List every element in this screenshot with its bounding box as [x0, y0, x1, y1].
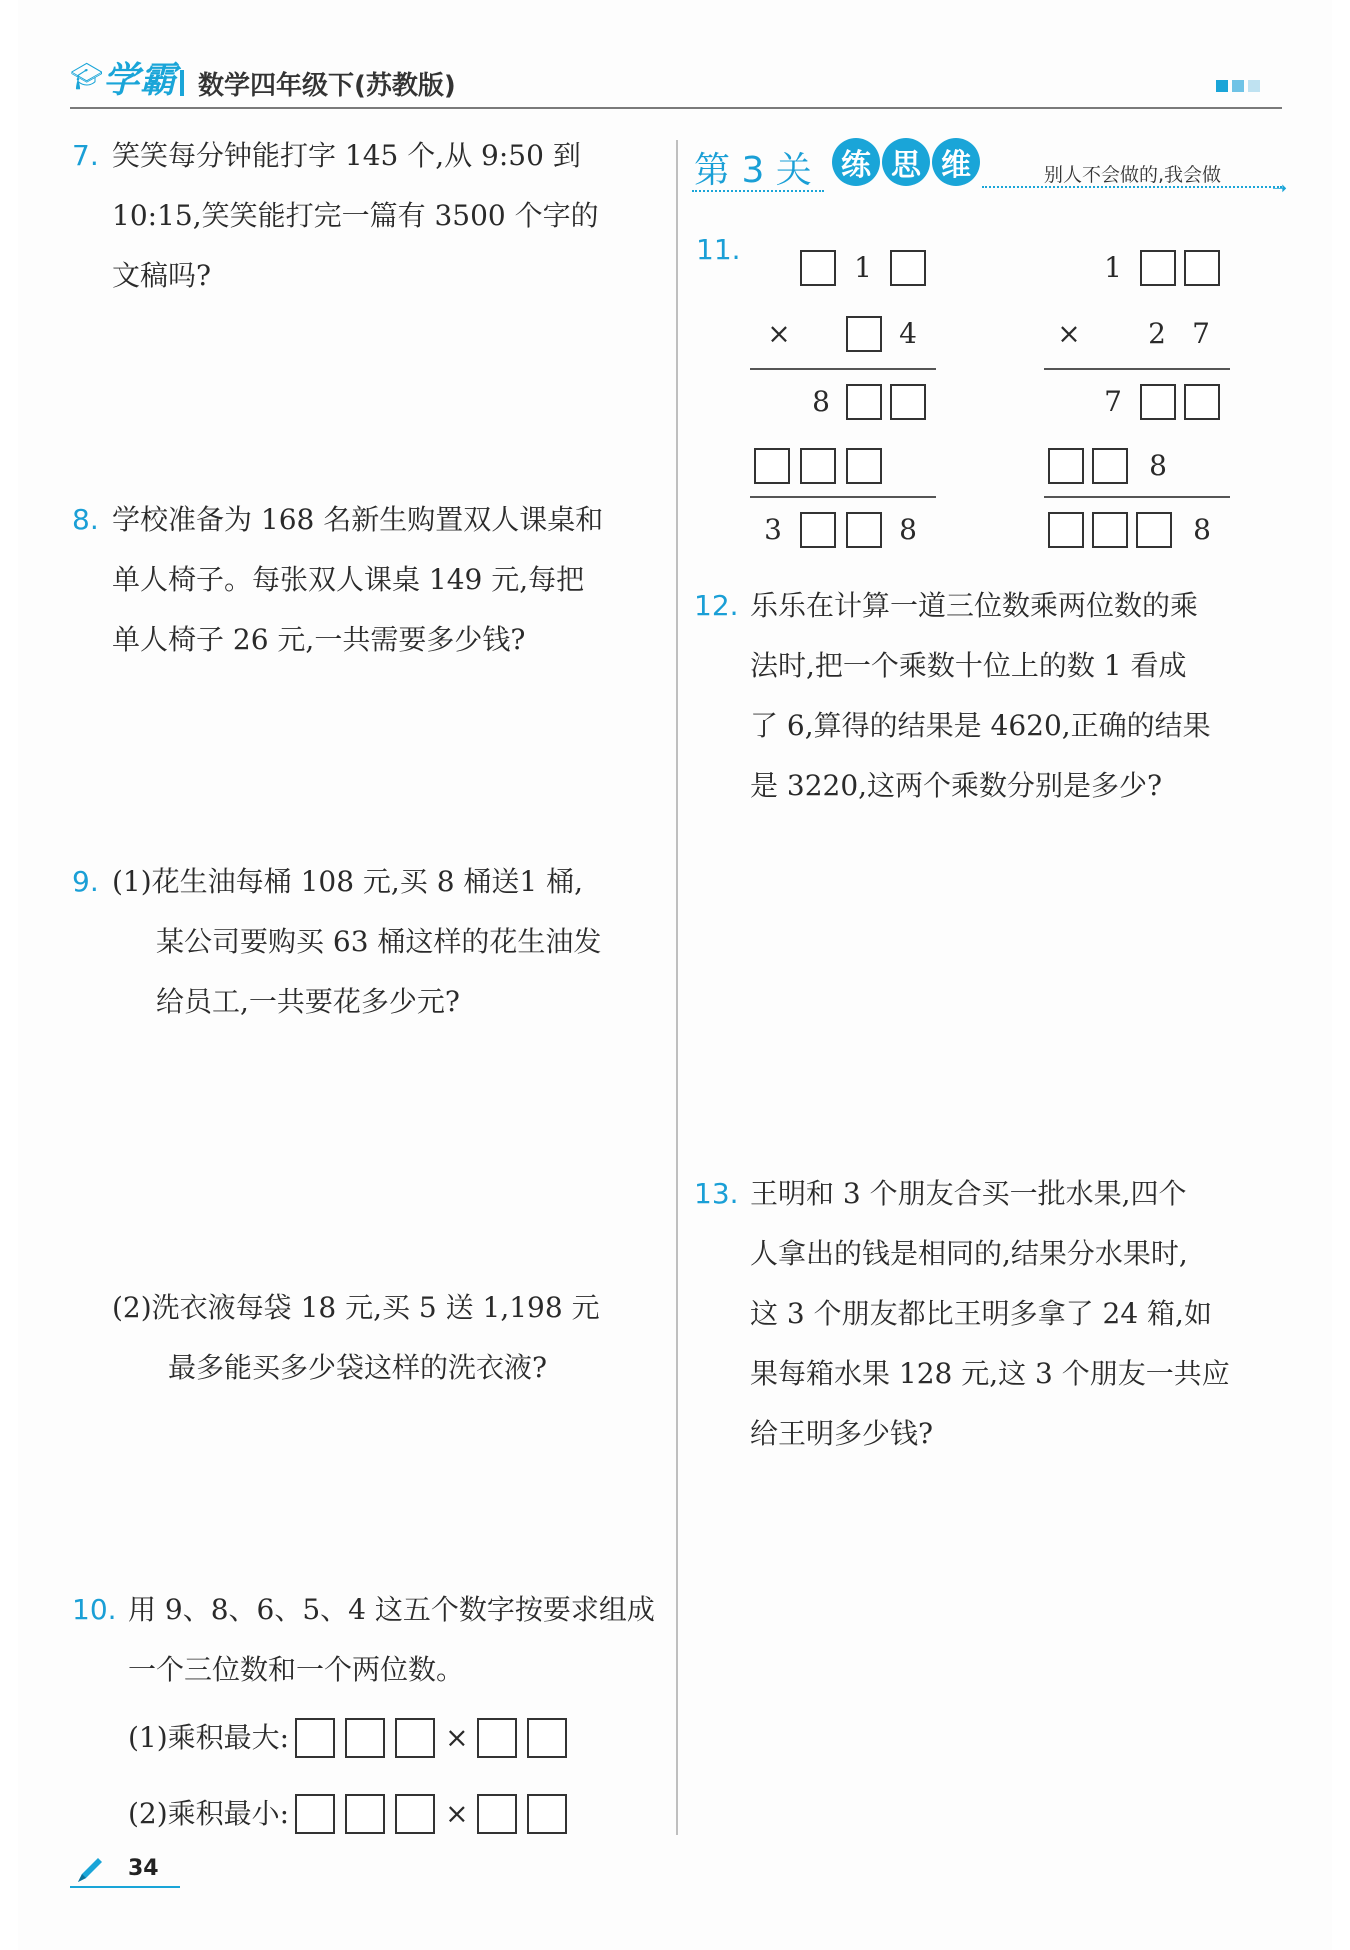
- question-12: [694, 576, 1290, 816]
- multiply-sign: ×: [767, 317, 791, 350]
- result-line: [1044, 496, 1230, 498]
- blank-digit-box[interactable]: [890, 384, 926, 420]
- question-text-line: 单人椅子 26 元,一共需要多少钱?: [112, 623, 526, 656]
- section-badges: [832, 138, 980, 186]
- question-number: 10.: [72, 1593, 117, 1626]
- blank-digit-box[interactable]: [1136, 512, 1172, 548]
- section-title: [692, 138, 1287, 198]
- blank-digit-box[interactable]: [800, 250, 836, 286]
- blank-digit-box[interactable]: [890, 250, 926, 286]
- question-number: 12.: [694, 589, 739, 622]
- question-text-line: 给员工,一共要花多少元?: [156, 985, 460, 1018]
- question-13: [694, 1164, 1290, 1464]
- blank-digit-box[interactable]: [800, 448, 836, 484]
- min-product-row: [128, 1792, 577, 1836]
- question-text-line: 果每箱水果 128 元,这 3 个朋友一共应: [750, 1357, 1230, 1390]
- question-text-line: 一个三位数和一个两位数。: [128, 1653, 465, 1686]
- question-text-line: 10:15,笑笑能打完一篇有 3500 个字的: [112, 199, 599, 232]
- question-text-line: 笑笑每分钟能打字 145 个,从 9:50 到: [112, 139, 581, 172]
- digit-box[interactable]: [295, 1794, 335, 1834]
- vertical-multiplication-left: [750, 250, 960, 550]
- digit-box[interactable]: [395, 1718, 435, 1758]
- arrow-icon: ➝: [1272, 178, 1288, 199]
- question-number: 8.: [72, 503, 99, 536]
- result-line: [1044, 368, 1230, 370]
- question-text-line: (2)洗衣液每袋 18 元,买 5 送 1,198 元: [112, 1291, 600, 1324]
- header-rule: [70, 107, 1282, 109]
- digit: 7: [1104, 385, 1122, 418]
- blank-digit-box[interactable]: [1140, 250, 1176, 286]
- blank-digit-box[interactable]: [1184, 250, 1220, 286]
- blank-digit-box[interactable]: [846, 316, 882, 352]
- blank-digit-box[interactable]: [800, 512, 836, 548]
- question-text-line: 文稿吗?: [112, 259, 212, 292]
- section-badge: 维: [932, 138, 980, 186]
- dotted-underline: [692, 190, 824, 192]
- blank-digit-box[interactable]: [1048, 448, 1084, 484]
- digit-box[interactable]: [477, 1718, 517, 1758]
- question-text-line: 给王明多少钱?: [750, 1417, 934, 1450]
- question-text-line: 学校准备为 168 名新生购置双人课桌和: [112, 503, 604, 536]
- min-product-label: (2)乘积最小:: [128, 1797, 290, 1830]
- question-text-line: 法时,把一个乘数十位上的数 1 看成: [750, 649, 1187, 682]
- question-7: [72, 126, 697, 306]
- vertical-multiplication-right: [1044, 250, 1254, 550]
- question-text-line: 是 3220,这两个乘数分别是多少?: [750, 769, 1163, 802]
- result-line: [750, 368, 936, 370]
- question-number: 11.: [696, 233, 741, 266]
- digit-box[interactable]: [295, 1718, 335, 1758]
- digit: 8: [1149, 449, 1167, 482]
- header-decoration: [1216, 80, 1260, 92]
- page-footer: [70, 1852, 180, 1892]
- brand-divider: [180, 70, 184, 96]
- digit: 1: [1104, 251, 1122, 284]
- book-title: 数学四年级下(苏教版): [198, 71, 456, 101]
- section-badge: 练: [832, 138, 880, 186]
- question-text-line: 王明和 3 个朋友合买一批水果,四个: [750, 1177, 1187, 1210]
- result-line: [750, 496, 936, 498]
- blank-digit-box[interactable]: [1048, 512, 1084, 548]
- page-header: [70, 50, 1282, 110]
- decor-square: [1248, 80, 1260, 92]
- question-text-line: 单人椅子。每张双人课桌 149 元,每把: [112, 563, 585, 596]
- blank-digit-box[interactable]: [846, 512, 882, 548]
- brand-name: 学霸: [103, 59, 178, 101]
- blank-digit-box[interactable]: [1140, 384, 1176, 420]
- decor-square: [1216, 80, 1228, 92]
- blank-digit-box[interactable]: [1092, 512, 1128, 548]
- question-9-part-2: [112, 1278, 697, 1398]
- question-number: 9.: [72, 865, 99, 898]
- digit-box[interactable]: [395, 1794, 435, 1834]
- digit-box[interactable]: [527, 1794, 567, 1834]
- blank-digit-box[interactable]: [1184, 384, 1220, 420]
- question-text-line: 了 6,算得的结果是 4620,正确的结果: [750, 709, 1211, 742]
- multiply-sign: ×: [1057, 317, 1081, 350]
- question-number: 13.: [694, 1177, 739, 1210]
- max-product-label: (1)乘积最大:: [128, 1721, 290, 1754]
- question-10: [72, 1580, 713, 1700]
- section-badge: 思: [882, 138, 930, 186]
- page-number: 34: [128, 1856, 159, 1881]
- digit-box[interactable]: [527, 1718, 567, 1758]
- digit-box[interactable]: [477, 1794, 517, 1834]
- digit: 4: [899, 317, 917, 350]
- brand-logo: [70, 52, 177, 102]
- blank-digit-box[interactable]: [1092, 448, 1128, 484]
- digit-box[interactable]: [345, 1718, 385, 1758]
- dotted-underline: [982, 186, 1282, 188]
- question-text-line: 这 3 个朋友都比王明多拿了 24 箱,如: [750, 1297, 1212, 1330]
- section-slogan: 别人不会做的,我会做: [1044, 164, 1222, 186]
- blank-digit-box[interactable]: [846, 448, 882, 484]
- question-text-line: 最多能买多少袋这样的洗衣液?: [168, 1351, 548, 1384]
- digit: 2: [1148, 317, 1166, 350]
- multiply-sign: ×: [445, 1721, 469, 1754]
- question-9-part-1: [72, 852, 697, 1032]
- digit: 8: [1193, 513, 1211, 546]
- question-text-line: 乐乐在计算一道三位数乘两位数的乘: [750, 589, 1199, 622]
- decor-square: [1232, 80, 1244, 92]
- question-text-line: (1)花生油每桶 108 元,买 8 桶送1 桶,: [112, 865, 584, 898]
- question-number: 7.: [72, 139, 99, 172]
- blank-digit-box[interactable]: [846, 384, 882, 420]
- multiply-sign: ×: [445, 1797, 469, 1830]
- blank-digit-box[interactable]: [754, 448, 790, 484]
- digit: 1: [854, 251, 872, 284]
- digit-box[interactable]: [345, 1794, 385, 1834]
- digit: 3: [764, 513, 782, 546]
- section-label: 第 3 关: [694, 150, 812, 191]
- question-text-line: 用 9、8、6、5、4 这五个数字按要求组成: [128, 1593, 655, 1626]
- max-product-row: [128, 1716, 577, 1760]
- digit: 8: [899, 513, 917, 546]
- pencil-icon: [74, 1854, 106, 1886]
- footer-underline: [70, 1886, 180, 1888]
- question-text-line: 某公司要购买 63 桶这样的花生油发: [156, 925, 602, 958]
- digit: 8: [812, 385, 830, 418]
- question-text-line: 人拿出的钱是相同的,结果分水果时,: [750, 1237, 1188, 1270]
- graduation-cap-icon: 🎓︎: [70, 62, 104, 92]
- question-8: [72, 490, 697, 670]
- digit: 7: [1192, 317, 1210, 350]
